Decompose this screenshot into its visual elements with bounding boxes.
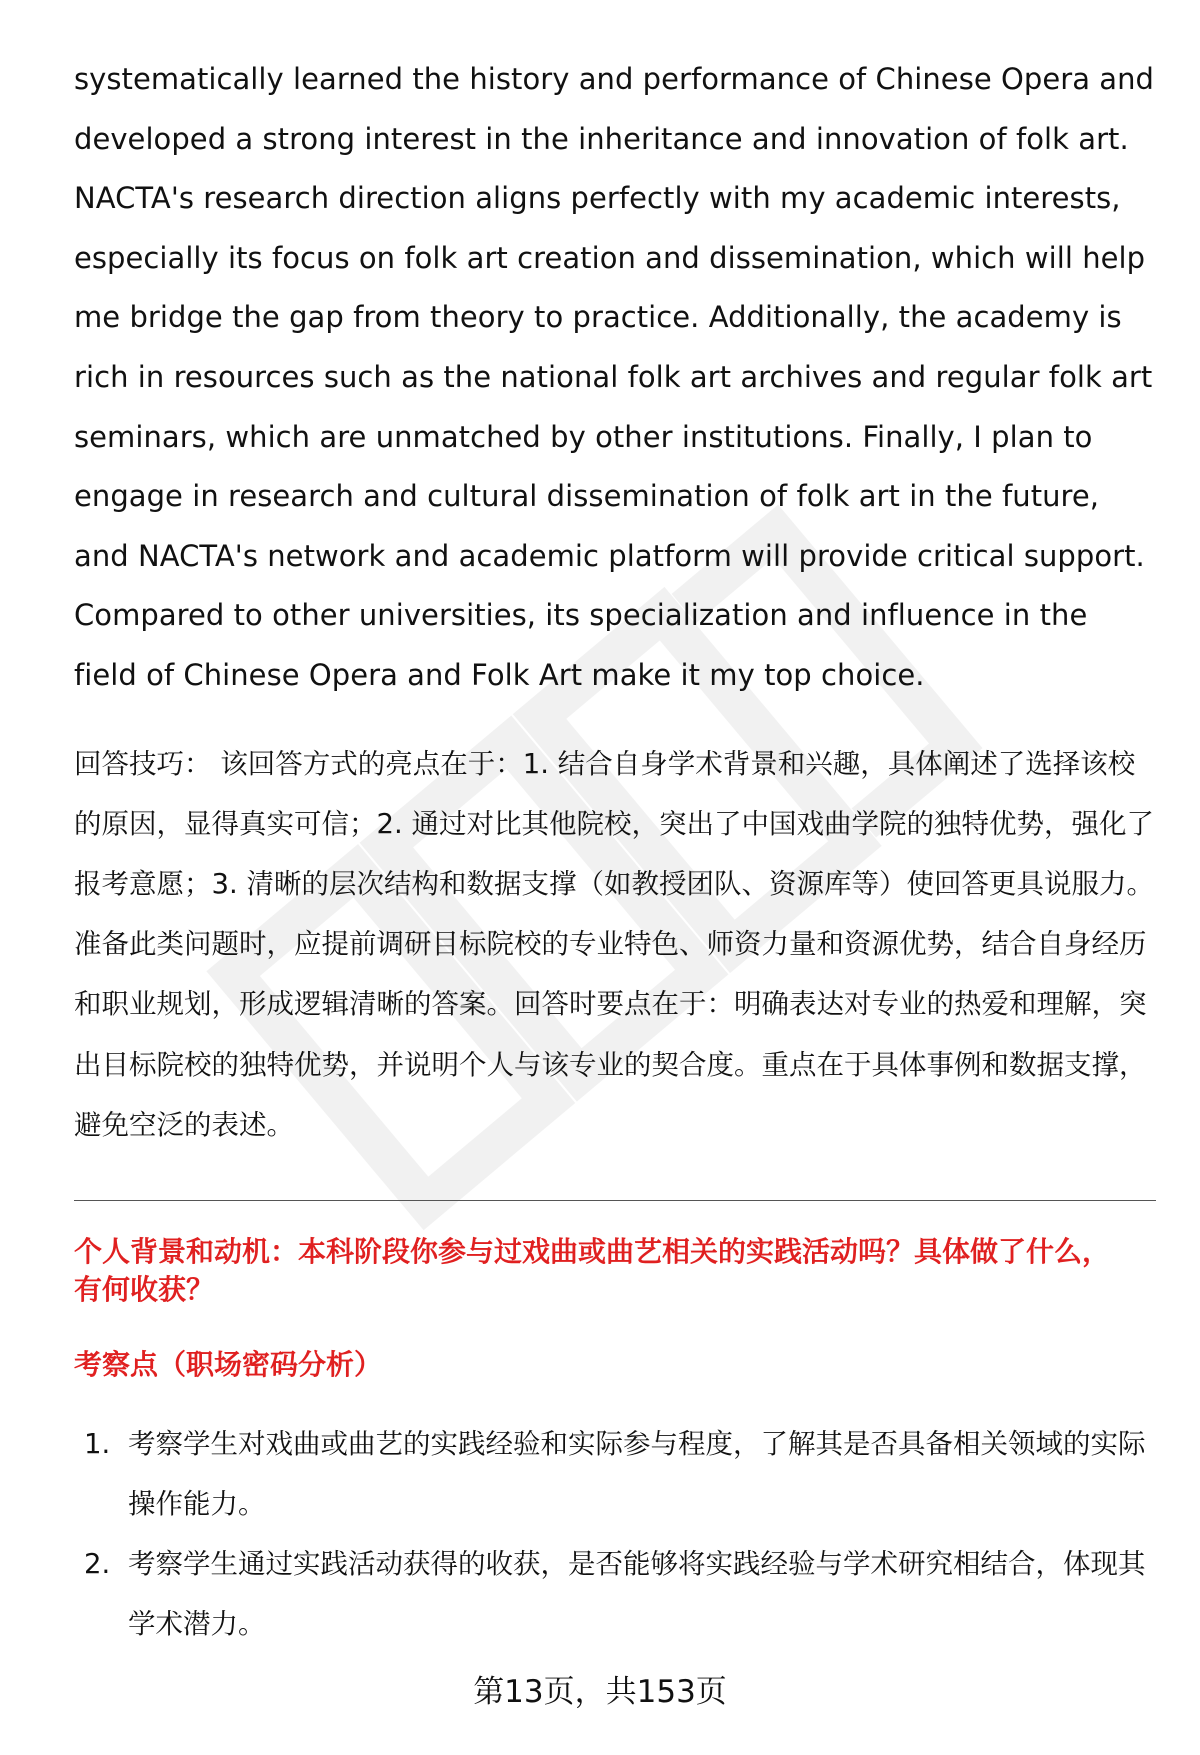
list-item: [74, 1415, 1156, 1534]
answer-tips: 回答技巧： 该回答方式的亮点在于：1. 结合自身学术背景和兴趣，具体阐述了选择该校的原因，显得真实可信；2. 通过对比其他院校，突出了中国戏曲学院的独特优势，强化了报考意愿；3. 清晰的层次结构和数据支撑（如教授团队、资源库等）使回答更具说服力。准备此类问题时，应提前调研目标院校的专业特色、师资力量和资源优势，结合自身经历和职业规划，形成逻辑清晰的答案。回答时要点在于：明确表达对专业的热爱和理解，突出目标院校的独特优势，并说明个人与该专业的契合度。重点在于具体事例和数据支撑，避免空泛的表述。: [74, 747, 1154, 1141]
assessment-points-list: [74, 1415, 1156, 1655]
section-divider: [74, 1200, 1156, 1201]
list-item-text: 考察学生通过实践活动获得的收获，是否能够将实践经验与学术研究相结合，体现其学术潜力。: [128, 1548, 1146, 1640]
list-item-number: 1.: [84, 1428, 111, 1460]
question-title: 个人背景和动机：本科阶段你参与过戏曲或曲艺相关的实践活动吗？具体做了什么，有何收获？: [74, 1235, 1111, 1306]
list-item: [74, 1535, 1156, 1654]
assessment-points-heading: 考察点（职场密码分析）: [74, 1348, 383, 1381]
list-item-text: 考察学生对戏曲或曲艺的实践经验和实际参与程度，了解其是否具备相关领域的实际操作能力。: [128, 1428, 1146, 1520]
list-item-number: 2.: [84, 1548, 111, 1580]
page-content: [74, 50, 1156, 1155]
page-indicator: 第13页，共153页: [473, 1674, 727, 1710]
answer-paragraph: systematically learned the history and performance of Chinese Opera and developed a strong interest in the inheritance and innovation of folk art. NACTA's research direction aligns perfectly with my academic interests, especially its focus on folk art creation and dissemination, which will help me bridge the gap from theory to practice. Additionally, the academy is rich in resources such as the national folk art archives and regular folk art seminars, which are unmatched by other institutions. Finally, I plan to engage in research and cultural dissemination of folk art in the future, and NACTA's network and academic platform will provide critical support. Compared to other universities, its specialization and influence in the field of Chinese Opera and Folk Art make it my top choice.: [74, 62, 1155, 692]
